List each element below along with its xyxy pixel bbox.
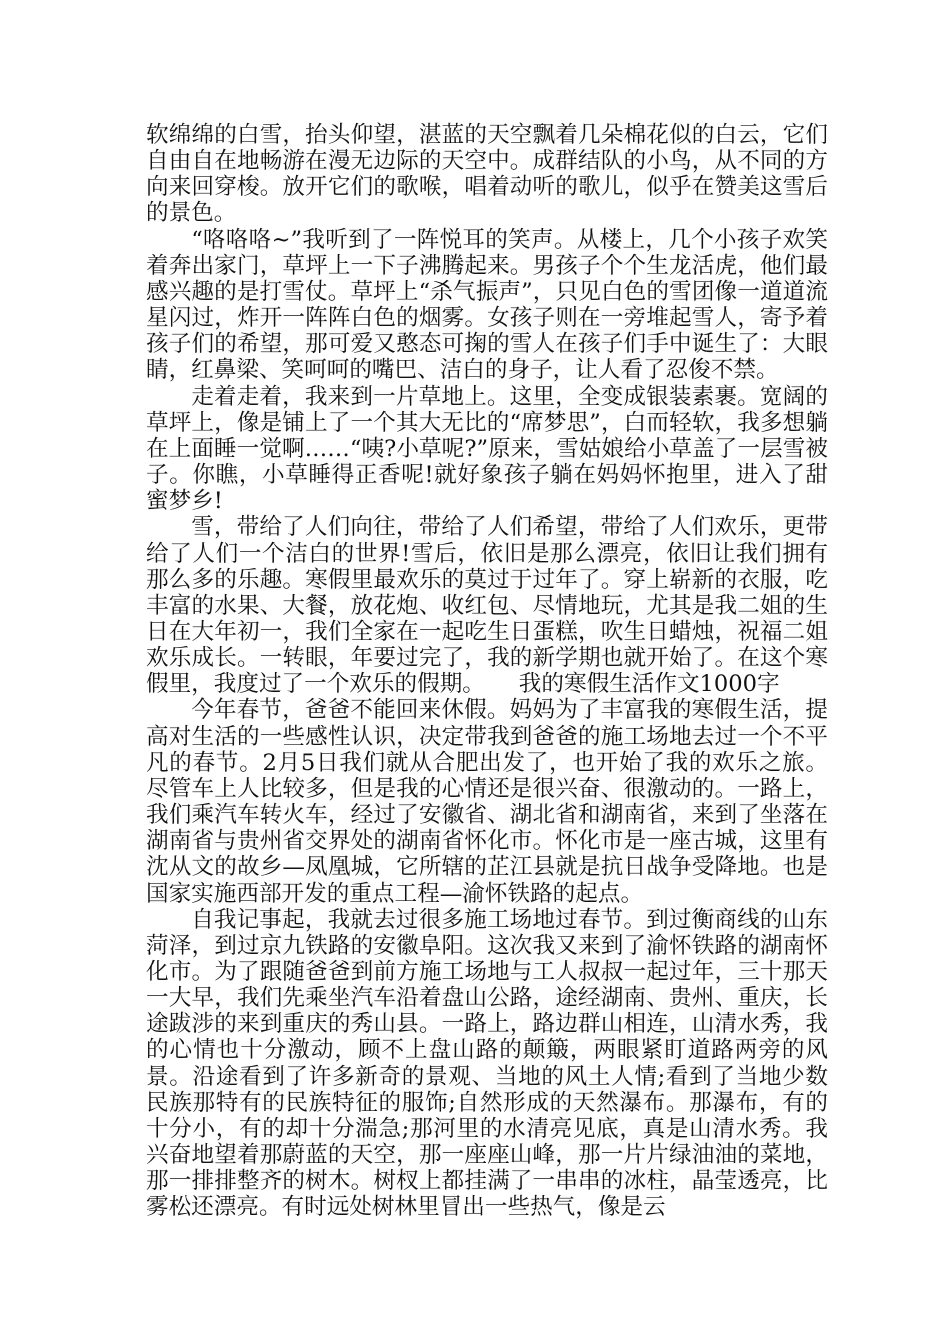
document-body (146, 122, 828, 1221)
paragraph-lawn: 走着走着，我来到一片草地上。这里，全变成银装素裹。宽阔的草坪上，像是铺上了一个其大无比的“席梦思”，白而轻软，我多想躺在上面睡一觉啊……“咦?小草呢?”原来，雪姑娘给小草盖了一层雪被子。你瞧，小草睡得正香呢!就好象孩子躺在妈妈怀抱里，进入了甜蜜梦乡! (146, 383, 828, 515)
paragraph-holiday-joy: 雪，带给了人们向往，带给了人们希望，带给了人们欢乐，更带给了人们一个洁白的世界!雪后，依旧是那么漂亮，依旧让我们拥有那么多的乐趣。寒假里最欢乐的莫过于过年了。穿上崭新的衣服，吃丰富的水果、大餐，放花炮、收红包、尽情地玩，尤其是我二姐的生日在大年初一，我们全家在一起吃生日蛋糕，吹生日蜡烛，祝福二姐欢乐成长。一转眼，年要过完了，我的新学期也就开始了。在这个寒假里，我度过了一个欢乐的假期。 我的寒假生活作文1000字 (146, 514, 828, 698)
paragraph-snow-scenery: 软绵绵的白雪，抬头仰望，湛蓝的天空飘着几朵棉花似的白云，它们自由自在地畅游在漫无边际的天空中。成群结队的小鸟，从不同的方向来回穿梭。放开它们的歌喉，唱着动听的歌儿，似乎在赞美这雪后的景色。 (146, 122, 828, 227)
paragraph-spring-festival: 今年春节，爸爸不能回来休假。妈妈为了丰富我的寒假生活，提高对生活的一些感性认识，决定带我到爸爸的施工场地去过一个不平凡的春节。2月5日我们就从合肥出发了，也开始了我的欢乐之旅。尽管车上人比较多，但是我的心情还是很兴奋、很激动的。一路上，我们乘汽车转火车，经过了安徽省、湖北省和湖南省，来到了坐落在湖南省与贵州省交界处的湖南省怀化市。怀化市是一座古城，这里有沈从文的故乡—凤凰城，它所辖的芷江县就是抗日战争受降地。也是国家实施西部开发的重点工程—渝怀铁路的起点。 (146, 697, 828, 907)
paragraph-construction-site: 自我记事起，我就去过很多施工场地过春节。到过衡商线的山东菏泽，到过京九铁路的安徽阜阳。这次我又来到了渝怀铁路的湖南怀化市。为了跟随爸爸到前方施工场地与工人叔叔一起过年，三十那天一大早，我们先乘坐汽车沿着盘山公路，途经湖南、贵州、重庆，长途跋涉的来到重庆的秀山县。一路上，路边群山相连，山清水秀，我的心情也十分激动，顾不上盘山路的颠簸，两眼紧盯道路两旁的风景。沿途看到了许多新奇的景观、当地的风土人情;看到了当地少数民族那特有的民族特征的服饰;自然形成的天然瀑布。那瀑布，有的十分小，有的却十分湍急;那河里的水清亮见底，真是山清水秀。我兴奋地望着那蔚蓝的天空，那一座座山峰，那一片片绿油油的菜地，那一排排整齐的树木。树杈上都挂满了一串串的冰柱，晶莹透亮，比雾松还漂亮。有时远处树林里冒出一些热气，像是云 (146, 906, 828, 1221)
paragraph-children-playing: “咯咯咯~”我听到了一阵悦耳的笑声。从楼上，几个小孩子欢笑着奔出家门，草坪上一下子沸腾起来。男孩子个个生龙活虎，他们最感兴趣的是打雪仗。草坪上“杀气振声”，只见白色的雪团像一道道流星闪过，炸开一阵阵白色的烟雾。女孩子则在一旁堆起雪人，寄予着孩子们的希望，那可爱又憨态可掬的雪人在孩子们手中诞生了：大眼睛，红鼻梁、笑呵呵的嘴巴、洁白的身子，让人看了忍俊不禁。 (146, 226, 828, 384)
